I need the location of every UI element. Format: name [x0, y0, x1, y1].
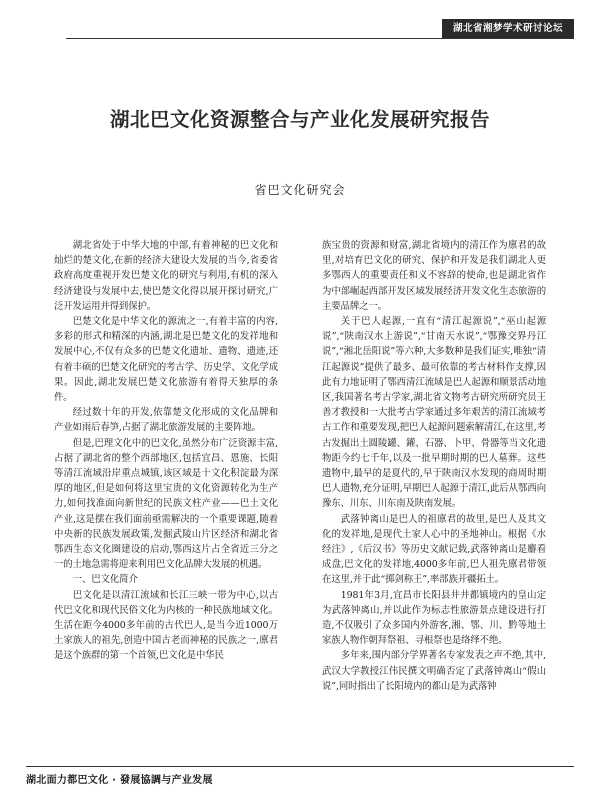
paragraph: 但是,巴理文化中的巴文化,虽然分布广泛资源丰富,占据了湖北省的整个西部地区,包括宜昌、恩施、长阳等清江流域沿岸重点城镇,该区域是十文化积淀最为深厚的地区,但是如何将这里宝贵的文化资源转化为生产力,如何找准面向新世纪的民族文柱产业——巴土文化产业,这是摆在我们面前亟需解决的一个重要课题,随着中央新的民族发展政策,发掘武陵山片区经济和湖北省鄂西生态文化圈建设的启动,鄂西这片占全省近三分之一的土地急需将迎来利用巴文化品牌大发展的机遇。 — [54, 437, 278, 571]
paragraph: 多年来,围内部分学界著名专家发表之声不绝,其中,武汉大学教授江伟民撰文明确否定了武落钟离山“假山说”,同时指出了长阳境内的都山是为武落钟 — [322, 650, 546, 692]
paragraph: 族宝贵的资源和财富,湖北省境内的清江作为廪君的故里,对培育巴文化的研究、保护和开发是我们湖北人更多鄂西人的重要责任和义不容辞的使命,也是湖北省作为中部崛起西部开发区域发展经济开发文化生态旅游的主要品牌之一。 — [322, 240, 546, 312]
paragraph: 湖北省处于中华大地的中部,有着神秘的巴文化和灿烂的楚文化,在新的经济大建设大发展的当今,省委省政府高度重视开发巴楚文化的研究与利用,有机的深入经济建设与发展中去,使巴楚文化得以展开探讨研究,广泛开发运用并得到保护。 — [54, 240, 278, 312]
footer-label: 湖北面力都巴文化 · 發展協調与产业发展 — [26, 775, 213, 786]
article-author: 省巴文化研究会 — [254, 183, 346, 197]
paragraph: 巴楚文化是中华文化的源流之一,有着丰富的内容,多彩的形式和精深的内涵,湖北是巴楚文化的发祥地和发展中心,不仅有众多的巴楚文化遗址、遗物、遗迹,还有着丰硕的巴楚文化研究的考古学、历史学、文化学成果。因此,湖北发展巴楚文化旅游有着得天独厚的条件。 — [54, 316, 278, 404]
left-column — [54, 238, 278, 664]
journal-header-label: 湖北省湘梦学术研讨论坛 — [442, 19, 574, 38]
paragraph: 巴文化是以清江流域和长江三峡一带为中心,以古代巴文化和现代民俗文化为内核的一种民族地域文化。生活在距今4000多年前的古代巴人,是当今近1000万土家族人的祖先,创造中国古老而神秘的民族之一,廪君是这个族群的第一个首领,巴文化是中华民 — [54, 589, 278, 662]
paragraph: 关于巴人起源,一直有“清江起源说”,“巫山起源说”,“陕南汉水上游说”,“甘南天水说”,“鄂豫交界丹江说”,“湘北岳阳说”等六种,大多数种是我们证实,唯独“清江起源说”提供了最多、最可依靠的考古材料作支撑,因此有力地证明了鄂西清江流域是巴人起源和顺景活动地区,我国著名考古学家,湖北省文物考古研究所研究员王善才教授和一大批考古学家通过多年艰苦的清江流域考古工作和重要发现,把巴人起源问题索解清江,在这里,考古发掘出土圆陵罐、鑵、石器、卜甲、骨器等当文化遗物距今约七千年,以及一批早期时期的巴人墓葬。这些遗物中,最早的是夏代的,早于陕南汉水发现的商周时期巴人遗物,充分证明,早期巴人起源于清江,此后从鄂西向豫东、川东、川东南及陕南发展。 — [322, 316, 546, 510]
header-rule — [66, 38, 574, 39]
footer-rule — [26, 766, 574, 767]
paragraph: 经过数十年的开发,依靠楚文化形成的文化品牌和产业如雨后春笋,占据了湖北旅游发展的主要阵地。 — [54, 407, 278, 434]
section-heading: 一、巴文化简介 — [72, 574, 138, 586]
article-title: 湖北巴文化资源整合与产业化发展研究报告 — [109, 108, 490, 131]
paragraph: 1981年3月,宜昌市长阳县井井都镇境内的皇山定为武落钟离山,并以此作为标志性旅游景点建设进行打造,不仅吸引了众多国内外游客,湘、鄂、川、黔等地土家族人物作朝拜祭祖、寻根祭也是络绎不绝。 — [322, 589, 546, 647]
right-column — [322, 238, 546, 694]
paragraph: 武落钟离山是巴人的祖廪君的故里,是巴人及其文化的发祥地,是现代土家人心中的圣地神山。根据《水经注》,《后汉书》等历史文献记载,武落钟离山是麝看成盘,巴文化的发祥地,4000多年前,巴人祖先廪君带领在这里,并于此“掷剑称王”,率部族开疆拓土。 — [322, 513, 546, 586]
